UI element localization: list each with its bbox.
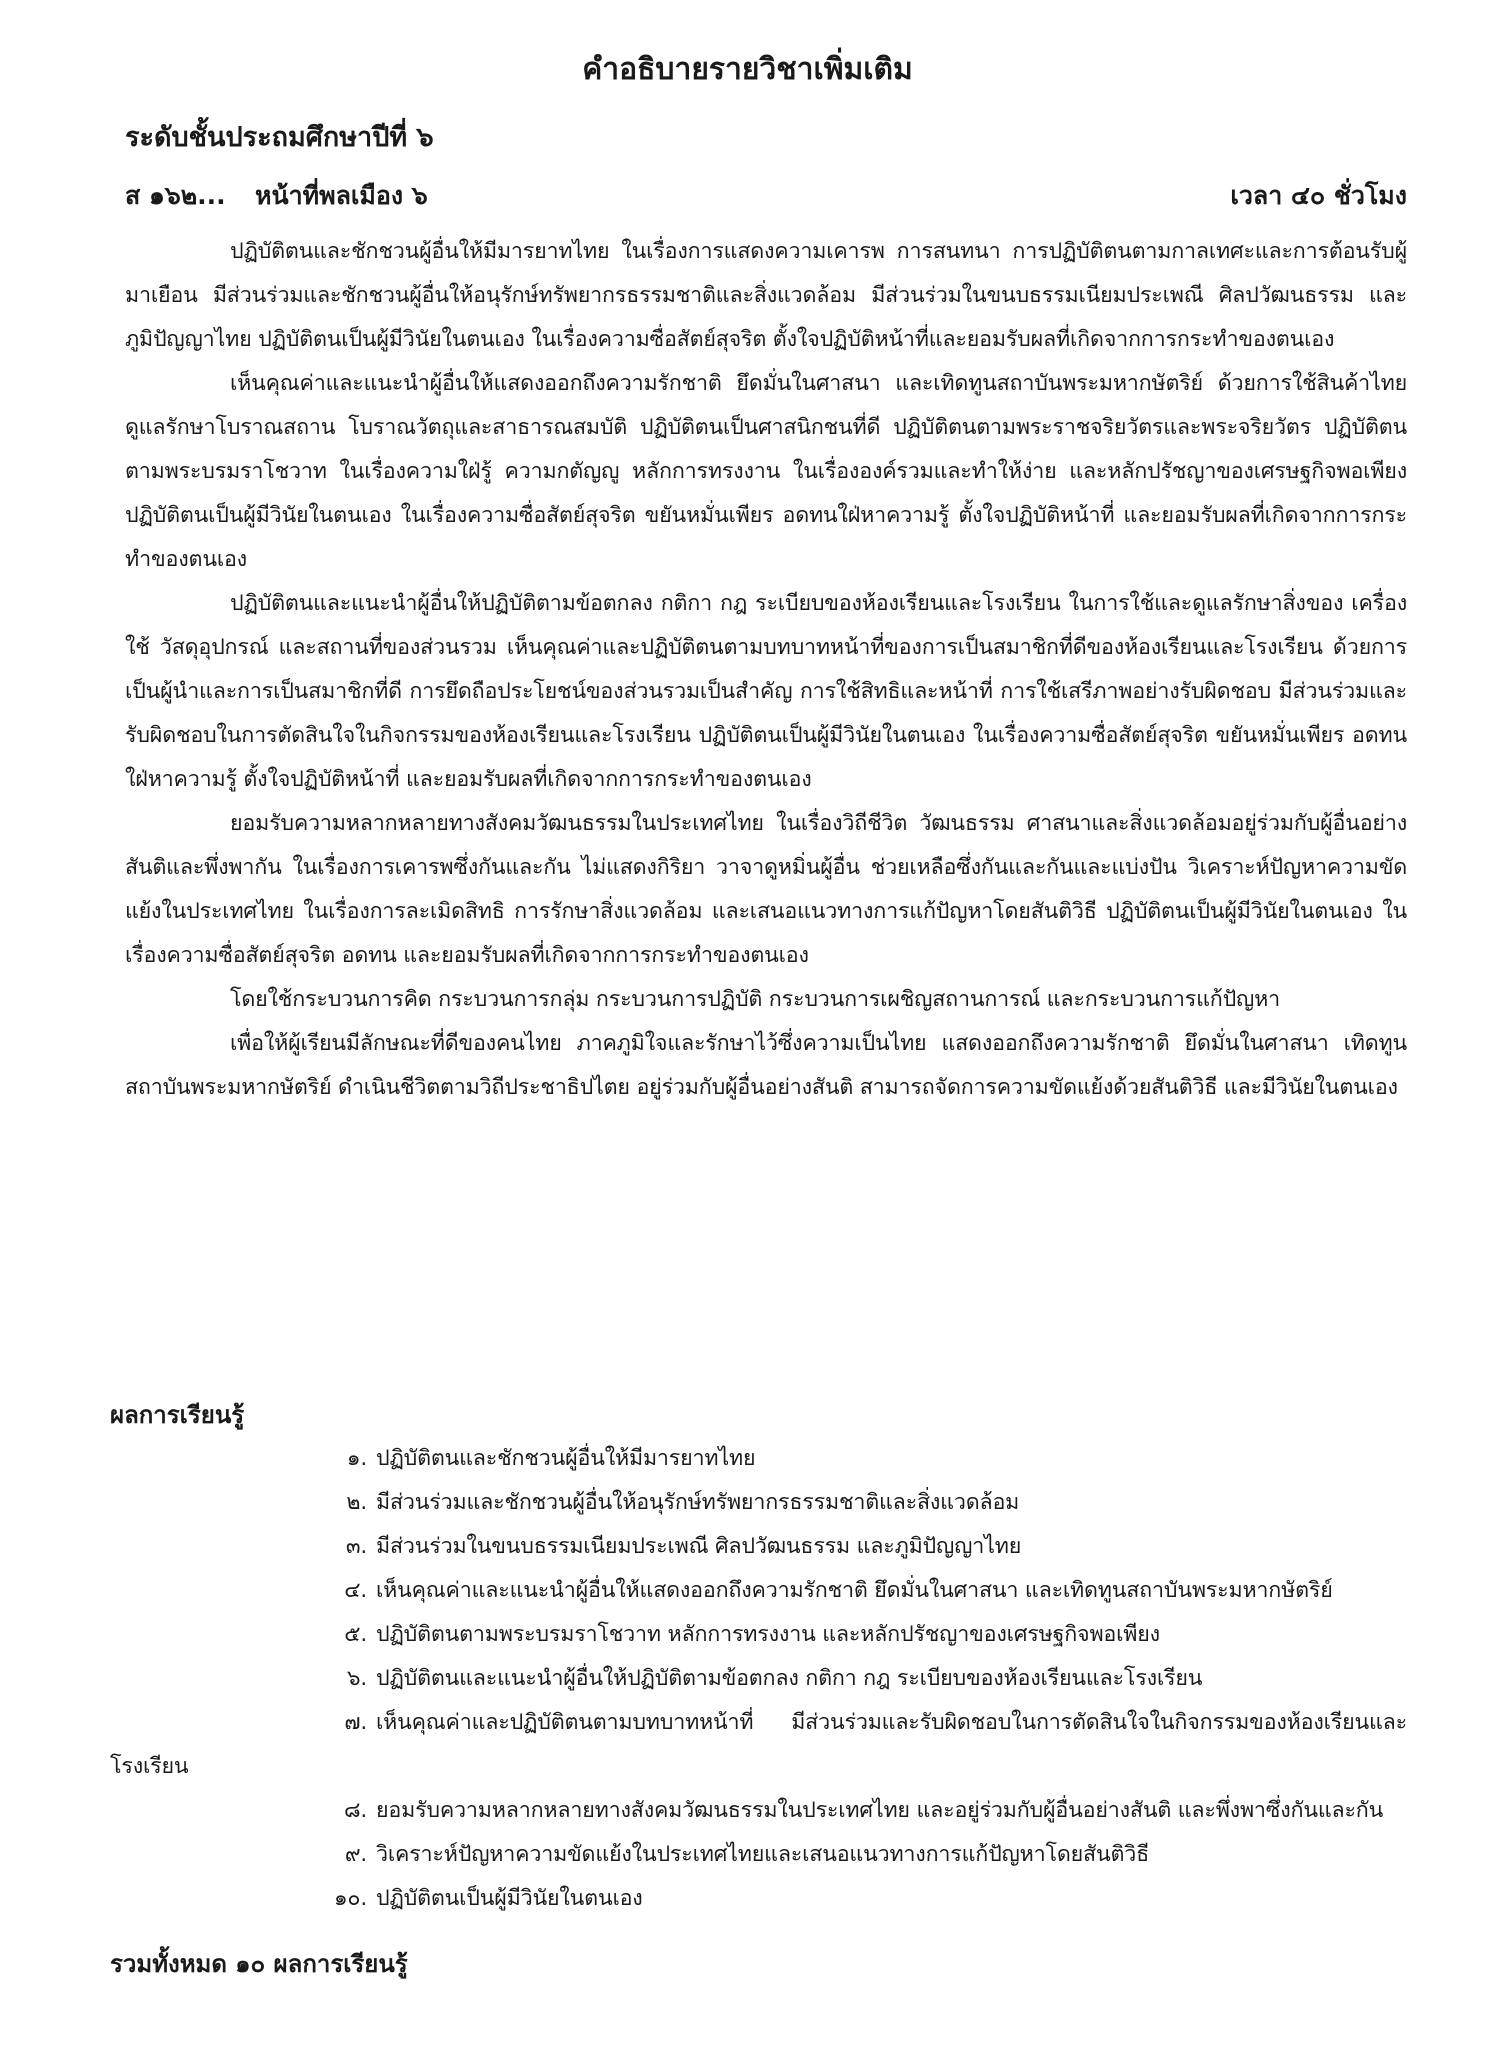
course-name: หน้าที่พลเมือง ๖ [255,181,428,210]
outcome-text: ปฏิบัติตนและชักชวนผู้อื่นให้มีมารยาทไทย [376,1446,756,1471]
course-hours: เวลา ๔๐ ชั่วโมง [1230,181,1407,210]
course-description [125,230,1407,1110]
outcome-number: ๘. [343,1798,367,1823]
outcome-number: ๑. [346,1446,367,1471]
outcome-text: มีส่วนร่วมในขนบธรรมเนียมประเพณี ศิลปวัฒนธรรม และภูมิปัญญาไทย [376,1534,1022,1559]
outcome-number: ๒. [346,1490,367,1515]
outcome-number: ๔. [344,1578,367,1603]
outcome-text: วิเคราะห์ปัญหาความขัดแย้งในประเทศไทยและเสนอแนวทางการแก้ปัญหาโดยสันติวิธี [376,1842,1150,1867]
outcome-number: ๕. [344,1622,367,1647]
outcomes-total: รวมทั้งหมด ๑๐ ผลการเรียนรู้ [110,1950,408,1978]
description-paragraph: ปฏิบัติตนและชักชวนผู้อื่นให้มีมารยาทไทย ในเรื่องการแสดงความเคารพ การสนทนา การปฏิบัติตนตามกาลเทศะและการต้อนรับผู้มาเยือน มีส่วนร่วมและชักชวนผู้อื่นให้อนุรักษ์ทรัพยากรธรรมชาติและสิ่งแวดล้อม มีส่วนร่วมในขนบธรรมเนียมประเพณี ศิลปวัฒนธรรม และภูมิปัญญาไทย ปฏิบัติตนเป็นผู้มีวินัยในตนเอง ในเรื่องความซื่อสัตย์สุจริต ตั้งใจปฏิบัติหน้าที่และยอมรับผลที่เกิดจากการกระทำของตนเอง [125,239,1407,352]
outcome-text: มีส่วนร่วมและชักชวนผู้อื่นให้อนุรักษ์ทรัพยากรธรรมชาติและสิ่งแวดล้อม [376,1490,1020,1515]
description-paragraph: เห็นคุณค่าและแนะนำผู้อื่นให้แสดงออกถึงความรักชาติ ยึดมั่นในศาสนา และเทิดทูนสถาบันพระมหากษัตริย์ ด้วยการใช้สินค้าไทย ดูแลรักษาโบราณสถาน โบราณวัตถุและสาธารณสมบัติ ปฏิบัติตนเป็นศาสนิกชนที่ดี ปฏิบัติตนตามพระราชจริยวัตรและพระจริยวัตร ปฏิบัติตนตามพระบรมราโชวาท ในเรื่องความใฝ่รู้ ความกตัญญู หลักการทรงงาน ในเรื่ององค์รวมและทำให้ง่าย และหลักปรัชญาของเศรษฐกิจพอเพียง ปฏิบัติตนเป็นผู้มีวินัยในตนเอง ในเรื่องความซื่อสัตย์สุจริต ขยันหมั่นเพียร อดทนใฝ่หาความรู้ ตั้งใจปฏิบัติหน้าที่ และยอมรับผลที่เกิดจากการกระทำของตนเอง [125,371,1407,572]
outcome-number: ๑๐. [333,1886,367,1911]
outcome-text: ยอมรับความหลากหลายทางสังคมวัฒนธรรมในประเทศไทย และอยู่ร่วมกับผู้อื่นอย่างสันติ และพึ่งพาซึ่งกันและกัน [376,1798,1384,1823]
description-paragraph: ปฏิบัติตนและแนะนำผู้อื่นให้ปฏิบัติตามข้อตกลง กติกา กฎ ระเบียบของห้องเรียนและโรงเรียน ในการใช้และดูแลรักษาสิ่งของ เครื่องใช้ วัสดุอุปกรณ์ และสถานที่ของส่วนรวม เห็นคุณค่าและปฏิบัติตนตามบทบาทหน้าที่ของการเป็นสมาชิกที่ดีของห้องเรียนและโรงเรียน ด้วยการเป็นผู้นำและการเป็นสมาชิกที่ดี การยึดถือประโยชน์ของส่วนรวมเป็นสำคัญ การใช้สิทธิและหน้าที่ การใช้เสรีภาพอย่างรับผิดชอบ มีส่วนร่วมและรับผิดชอบในการตัดสินใจในกิจกรรมของห้องเรียนและโรงเรียน ปฏิบัติตนเป็นผู้มีวินัยในตนเอง ในเรื่องความซื่อสัตย์สุจริต ขยันหมั่นเพียร อดทน ใฝ่หาความรู้ ตั้งใจปฏิบัติหน้าที่ และยอมรับผลที่เกิดจากการกระทำของตนเอง [125,591,1407,792]
outcome-text-continued: โรงเรียน [110,1754,189,1779]
grade-level-heading: ระดับชั้นประถมศึกษาปีที่ ๖ [125,122,434,153]
outcome-text: ปฏิบัติตนเป็นผู้มีวินัยในตนเอง [376,1886,643,1911]
outcome-text: เห็นคุณค่าและแนะนำผู้อื่นให้แสดงออกถึงความรักชาติ ยึดมั่นในศาสนา และเทิดทูนสถาบันพระมหากษัตริย์ [376,1578,1333,1603]
document-title: คำอธิบายรายวิชาเพิ่มเติม [582,52,913,87]
description-paragraph: ยอมรับความหลากหลายทางสังคมวัฒนธรรมในประเทศไทย ในเรื่องวิถีชีวิต วัฒนธรรม ศาสนาและสิ่งแวดล้อมอยู่ร่วมกับผู้อื่นอย่างสันติและพึ่งพากัน ในเรื่องการเคารพซึ่งกันและกัน ไม่แสดงกิริยา วาจาดูหมิ่นผู้อื่น ช่วยเหลือซึ่งกันและกันและแบ่งปัน วิเคราะห์ปัญหาความขัดแย้งในประเทศไทย ในเรื่องการละเมิดสิทธิ การรักษาสิ่งแวดล้อม และเสนอแนวทางการแก้ปัญหาโดยสันติวิธี ปฏิบัติตนเป็นผู้มีวินัยในตนเอง ในเรื่องความซื่อสัตย์สุจริต อดทน และยอมรับผลที่เกิดจากการกระทำของตนเอง [125,811,1407,968]
outcome-text: ปฏิบัติตนตามพระบรมราโชวาท หลักการทรงงาน และหลักปรัชญาของเศรษฐกิจพอเพียง [376,1622,1160,1647]
outcome-text: เห็นคุณค่าและปฏิบัติตนตามบทบาทหน้าที่ มีส่วนร่วมและรับผิดชอบในการตัดสินใจในกิจกรรมของห้องเรียนและ [376,1710,1407,1735]
learning-outcomes-heading: ผลการเรียนรู้ [110,1401,245,1429]
outcome-text: ปฏิบัติตนและแนะนำผู้อื่นให้ปฏิบัติตามข้อตกลง กติกา กฎ ระเบียบของห้องเรียนและโรงเรียน [376,1666,1203,1691]
outcome-number: ๓. [345,1534,367,1559]
outcome-number: ๙. [344,1842,367,1867]
outcome-number: ๖. [346,1666,367,1691]
description-paragraph: โดยใช้กระบวนการคิด กระบวนการกลุ่ม กระบวนการปฏิบัติ กระบวนการเผชิญสถานการณ์ และกระบวนการแก้ปัญหา [230,987,1281,1012]
course-code: ส ๑๖๒... [125,181,226,210]
description-paragraph: เพื่อให้ผู้เรียนมีลักษณะที่ดีของคนไทย ภาคภูมิใจและรักษาไว้ซึ่งความเป็นไทย แสดงออกถึงความรักชาติ ยึดมั่นในศาสนา เทิดทูนสถาบันพระมหากษัตริย์ ดำเนินชีวิตตามวิถีประชาธิปไตย อยู่ร่วมกับผู้อื่นอย่างสันติ สามารถจัดการความขัดแย้งด้วยสันติวิธี และมีวินัยในตนเอง [125,1031,1407,1100]
outcome-number: ๗. [344,1710,367,1735]
